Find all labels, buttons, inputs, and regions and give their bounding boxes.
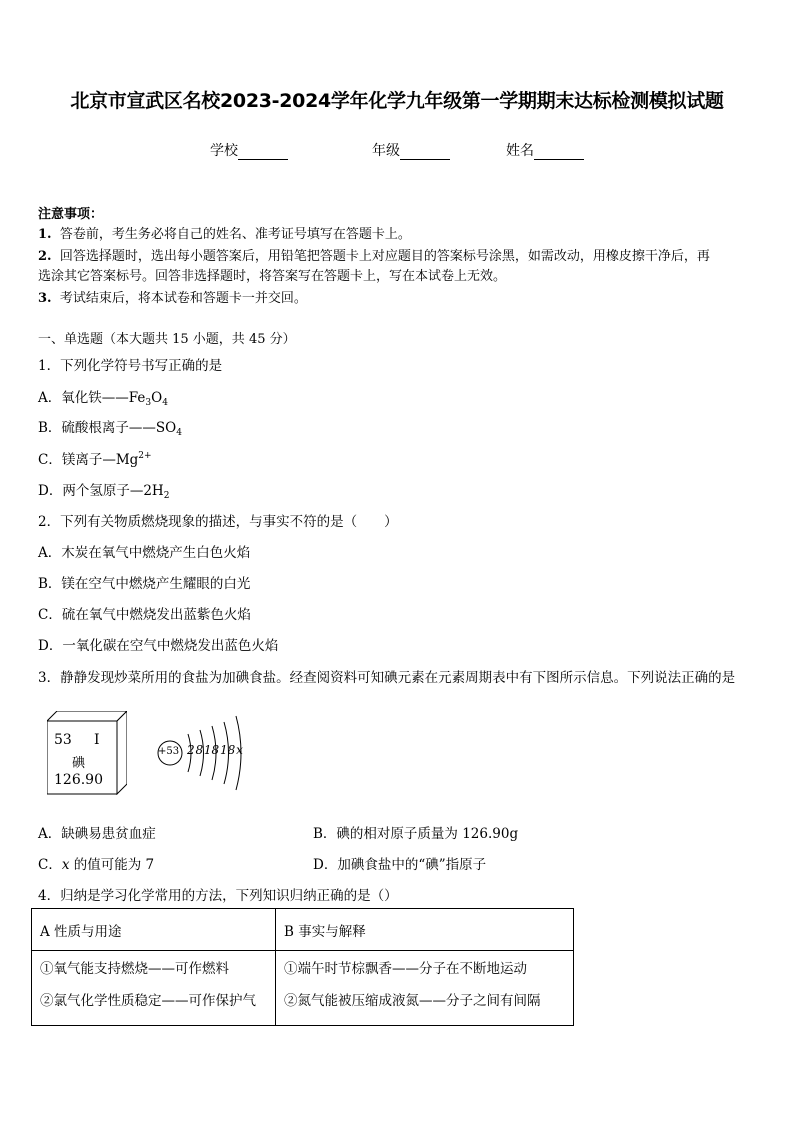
q1-option-a[interactable]: A．氧化铁$——Fe_3O_4$: [38, 390, 168, 408]
q2-option-c[interactable]: C．硫在氧气中燃烧发出蓝紫色火焰: [38, 607, 251, 623]
section-heading: 一、单选题（本大题共 15 小题，共 45 分）: [38, 332, 296, 347]
notice-heading: 注意事项：: [38, 207, 104, 222]
atom-nucleus-charge: +53: [158, 746, 180, 757]
q2-option-b[interactable]: B．镁在空气中燃烧产生耀眼的白光: [38, 576, 251, 592]
knowledge-table: [31, 908, 574, 1026]
q1-option-b[interactable]: B．硫酸根离子$——SO_4$: [38, 420, 182, 438]
notice-item: 2. 回答选择题时，选出每小题答案后，用铅笔把答题卡上对应题目的答案标号涂黑，如需改动，用橡皮擦干净后，再: [38, 249, 710, 264]
question-1-stem: 1．下列化学符号书写正确的是: [38, 358, 223, 374]
page-title: 北京市宣武区名校2023-2024学年化学九年级第一学期期末达标检测模拟试题: [70, 90, 724, 112]
grade-field[interactable]: [372, 140, 450, 160]
notice-item: 3. 考试结束后，将本试卷和答题卡一并交回。: [38, 291, 307, 306]
element-mass: 126.90: [54, 772, 103, 788]
table-header-b: B 事实与解释: [276, 909, 574, 951]
question-3-stem: 3．静静发现炒菜所用的食盐为加碘食盐。经查阅资料可知碘元素在元素周期表中有下图所示信息。下列说法正确的是: [38, 670, 736, 686]
school-field[interactable]: [210, 140, 288, 160]
q2-option-d[interactable]: D．一氧化碳在空气中燃烧发出蓝色火焰: [38, 638, 279, 654]
school-label: 学校: [210, 143, 238, 159]
table-cell-a: ①氧气能支持燃烧——可作燃料 ②氯气化学性质稳定——可作保护气: [32, 951, 276, 1026]
name-field[interactable]: [506, 140, 584, 160]
q3-option-d[interactable]: D．加碘食盐中的“碘”指原子: [313, 857, 487, 873]
q2-option-a[interactable]: A．木炭在氧气中燃烧产生白色火焰: [38, 545, 251, 561]
question-4-stem: 4．归纳是学习化学常用的方法，下列知识归纳正确的是（）: [38, 888, 398, 904]
notice-item-cont: 选涂其它答案标号。回答非选择题时，将答案写在答题卡上，写在本试卷上无效。: [38, 269, 507, 284]
question-2-stem: 2．下列有关物质燃烧现象的描述，与事实不符的是（ ）: [38, 514, 398, 530]
atom-shell-electrons: 2 8 18 18 x: [187, 743, 243, 757]
table-cell-b: ①端午时节棕飘香——分子在不断地运动 ②氮气能被压缩成液氮——分子之间有间隔: [276, 951, 574, 1026]
element-name: 碘: [72, 756, 86, 771]
q1-option-d[interactable]: D．两个氢原子$—2H_2$: [38, 483, 170, 501]
name-label: 姓名: [506, 143, 534, 159]
q3-option-b[interactable]: B．碘的相对原子质量为 126.90g: [313, 826, 519, 842]
grade-label: 年级: [372, 143, 400, 159]
q3-option-a[interactable]: A．缺碘易患贫血症: [38, 826, 156, 842]
element-symbol: I: [94, 732, 100, 748]
element-number: 53: [54, 732, 72, 748]
table-header-a: A 性质与用途: [32, 909, 276, 951]
q1-option-c[interactable]: C．镁离子$—Mg^{2+}$: [38, 451, 152, 468]
q3-option-c[interactable]: C．x 的值可能为 7: [38, 857, 155, 873]
notice-item: 1. 答卷前，考生务必将自己的姓名、准考证号填写在答题卡上。: [38, 227, 411, 242]
